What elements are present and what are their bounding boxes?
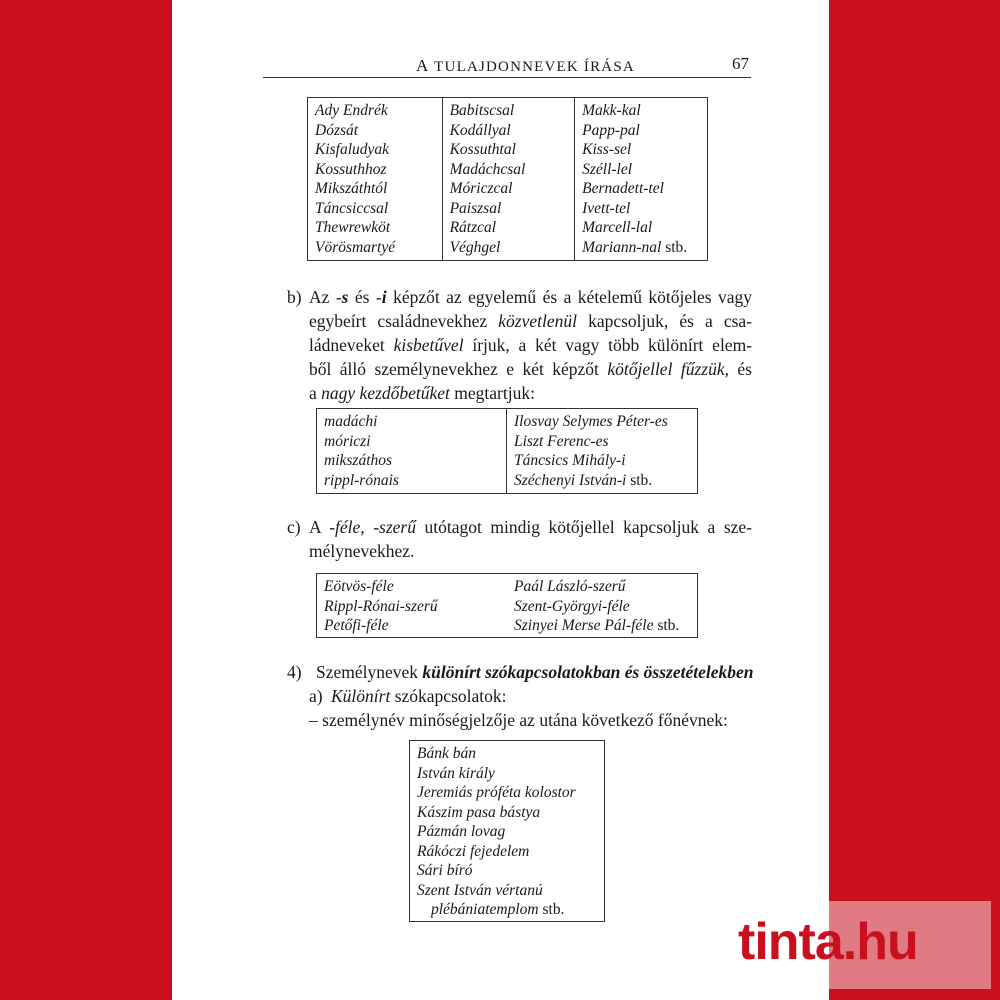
table-cell: Papp-pal xyxy=(582,121,640,139)
table-cell: Ivett-tel xyxy=(582,199,631,217)
table-cell: plébániatemplom stb. xyxy=(431,901,565,918)
table-cell: Bánk bán xyxy=(417,745,476,762)
table-cell: Kodállyal xyxy=(449,121,511,139)
text-line: – személynév minőségjelzője az utána következő főnévnek: xyxy=(309,710,728,730)
header-rule xyxy=(263,77,751,78)
table-name-compounds xyxy=(409,740,605,922)
text-line: ládneveket kisbetűvel írjuk, a két vagy több különírt elem- xyxy=(309,335,753,355)
page-number: 67 xyxy=(732,54,749,73)
watermark-logo: tinta.hu xyxy=(738,913,918,971)
section-4-heading: Személynevek különírt szókapcsolatokban és összetételekben xyxy=(316,662,754,682)
table-cell: Szent István vértanú xyxy=(417,881,543,899)
table-cell: Dózsát xyxy=(315,121,359,139)
text-line: a nagy kezdőbetűket megtartjuk: xyxy=(309,383,535,403)
text-line: Különírt szókapcsolatok: xyxy=(331,686,507,706)
list-marker: 4) xyxy=(287,662,302,682)
table-cell: Paál László-szerű xyxy=(514,578,626,595)
table-cell: István király xyxy=(417,764,495,782)
table-cell: Móriczcal xyxy=(449,180,513,197)
table-cell: Jeremiás próféta kolostor xyxy=(417,784,576,801)
table-fele-szeru xyxy=(316,573,698,638)
table-cell: mikszáthos xyxy=(324,452,393,469)
table2-col2 xyxy=(507,409,697,493)
text-line: Az -s és -i képzőt az egyelemű és a kételemű kötőjeles vagy xyxy=(309,287,753,307)
table-cell: Táncsics Mihály-i xyxy=(514,452,626,469)
table1-col3 xyxy=(575,98,707,260)
table-cell: Paiszsal xyxy=(449,199,502,217)
table1-col2 xyxy=(442,98,575,260)
table-cell: Madáchcsal xyxy=(449,160,526,178)
table-cell: Rippl-Rónai-szerű xyxy=(324,597,438,615)
cell-text: Mariann-nal xyxy=(582,238,662,256)
table-cell: rippl-rónais xyxy=(324,471,399,489)
list-marker: c) xyxy=(287,517,301,537)
running-header-title xyxy=(416,56,635,76)
table-cell xyxy=(582,238,700,258)
table-cell: Rákóczi fejedelem xyxy=(417,842,530,860)
table-cell: Mikszáthtól xyxy=(315,180,388,197)
table-cell: Bernadett-tel xyxy=(582,180,664,197)
text-line: A -féle, -szerű utótagot mindig kötőjellel kapcsoljuk a sze- xyxy=(309,517,752,537)
list-marker: a) xyxy=(309,686,323,706)
table-cell: Thewrewköt xyxy=(315,219,391,236)
table-cell: madáchi xyxy=(324,413,378,430)
table-cell: Táncsiccsal xyxy=(315,199,389,217)
table-cell: Rátzcal xyxy=(449,219,497,236)
table2-col1 xyxy=(317,409,507,493)
text-line: ből álló személynevekhez e két képzőt kötőjellel fűzzük, és xyxy=(309,359,752,379)
table1-col1 xyxy=(308,98,442,260)
table-cell: Széchenyi István-i stb. xyxy=(514,471,653,489)
book-page xyxy=(172,0,829,1000)
table-cell: Kiss-sel xyxy=(582,141,632,158)
table-cell: Petőfi-féle xyxy=(324,617,389,634)
stb-text: stb. xyxy=(665,238,688,256)
table-cell: Liszt Ferenc-es xyxy=(514,432,609,450)
table-cell: Kossuthhoz xyxy=(315,160,387,178)
table-cell: Ilosvay Selymes Péter-es xyxy=(514,413,668,430)
table-cell: Pázmán lovag xyxy=(417,823,506,840)
list-marker: b) xyxy=(287,287,302,307)
table-cell: Babitscsal xyxy=(449,102,515,119)
table-cell: Kisfaludyak xyxy=(315,141,390,158)
table-cell: Makk-kal xyxy=(582,102,641,119)
table-cell: Szinyei Merse Pál-féle stb. xyxy=(514,617,680,634)
table-cell: Eötvös-féle xyxy=(324,578,394,595)
table-cell: Sári bíró xyxy=(417,862,473,879)
table-cell: móriczi xyxy=(324,432,371,450)
table3-col1 xyxy=(324,577,438,636)
table-cell: Ady Endrék xyxy=(315,102,388,119)
table-cell: Véghgel xyxy=(449,238,501,256)
table-adjective-derivations xyxy=(316,408,698,494)
table-name-suffixes xyxy=(307,97,708,261)
table-cell: Vörösmartyé xyxy=(315,238,396,256)
table-cell: Kászim pasa bástya xyxy=(417,803,541,821)
text-line: egybeírt családnevekhez közvetlenül kapcsoljuk, és a csa- xyxy=(309,311,752,331)
table-cell: Szent-Györgyi-féle xyxy=(514,597,630,615)
table-cell: Kossuthtal xyxy=(449,141,516,158)
table-cell: Marcell-lal xyxy=(582,219,653,236)
header-title-text: A TULAJDONNEVEK ÍRÁSA xyxy=(416,56,635,75)
table3-col2 xyxy=(514,577,679,636)
table-cell: Széll-lel xyxy=(582,160,633,178)
text-line: mélynevekhez. xyxy=(309,541,415,561)
